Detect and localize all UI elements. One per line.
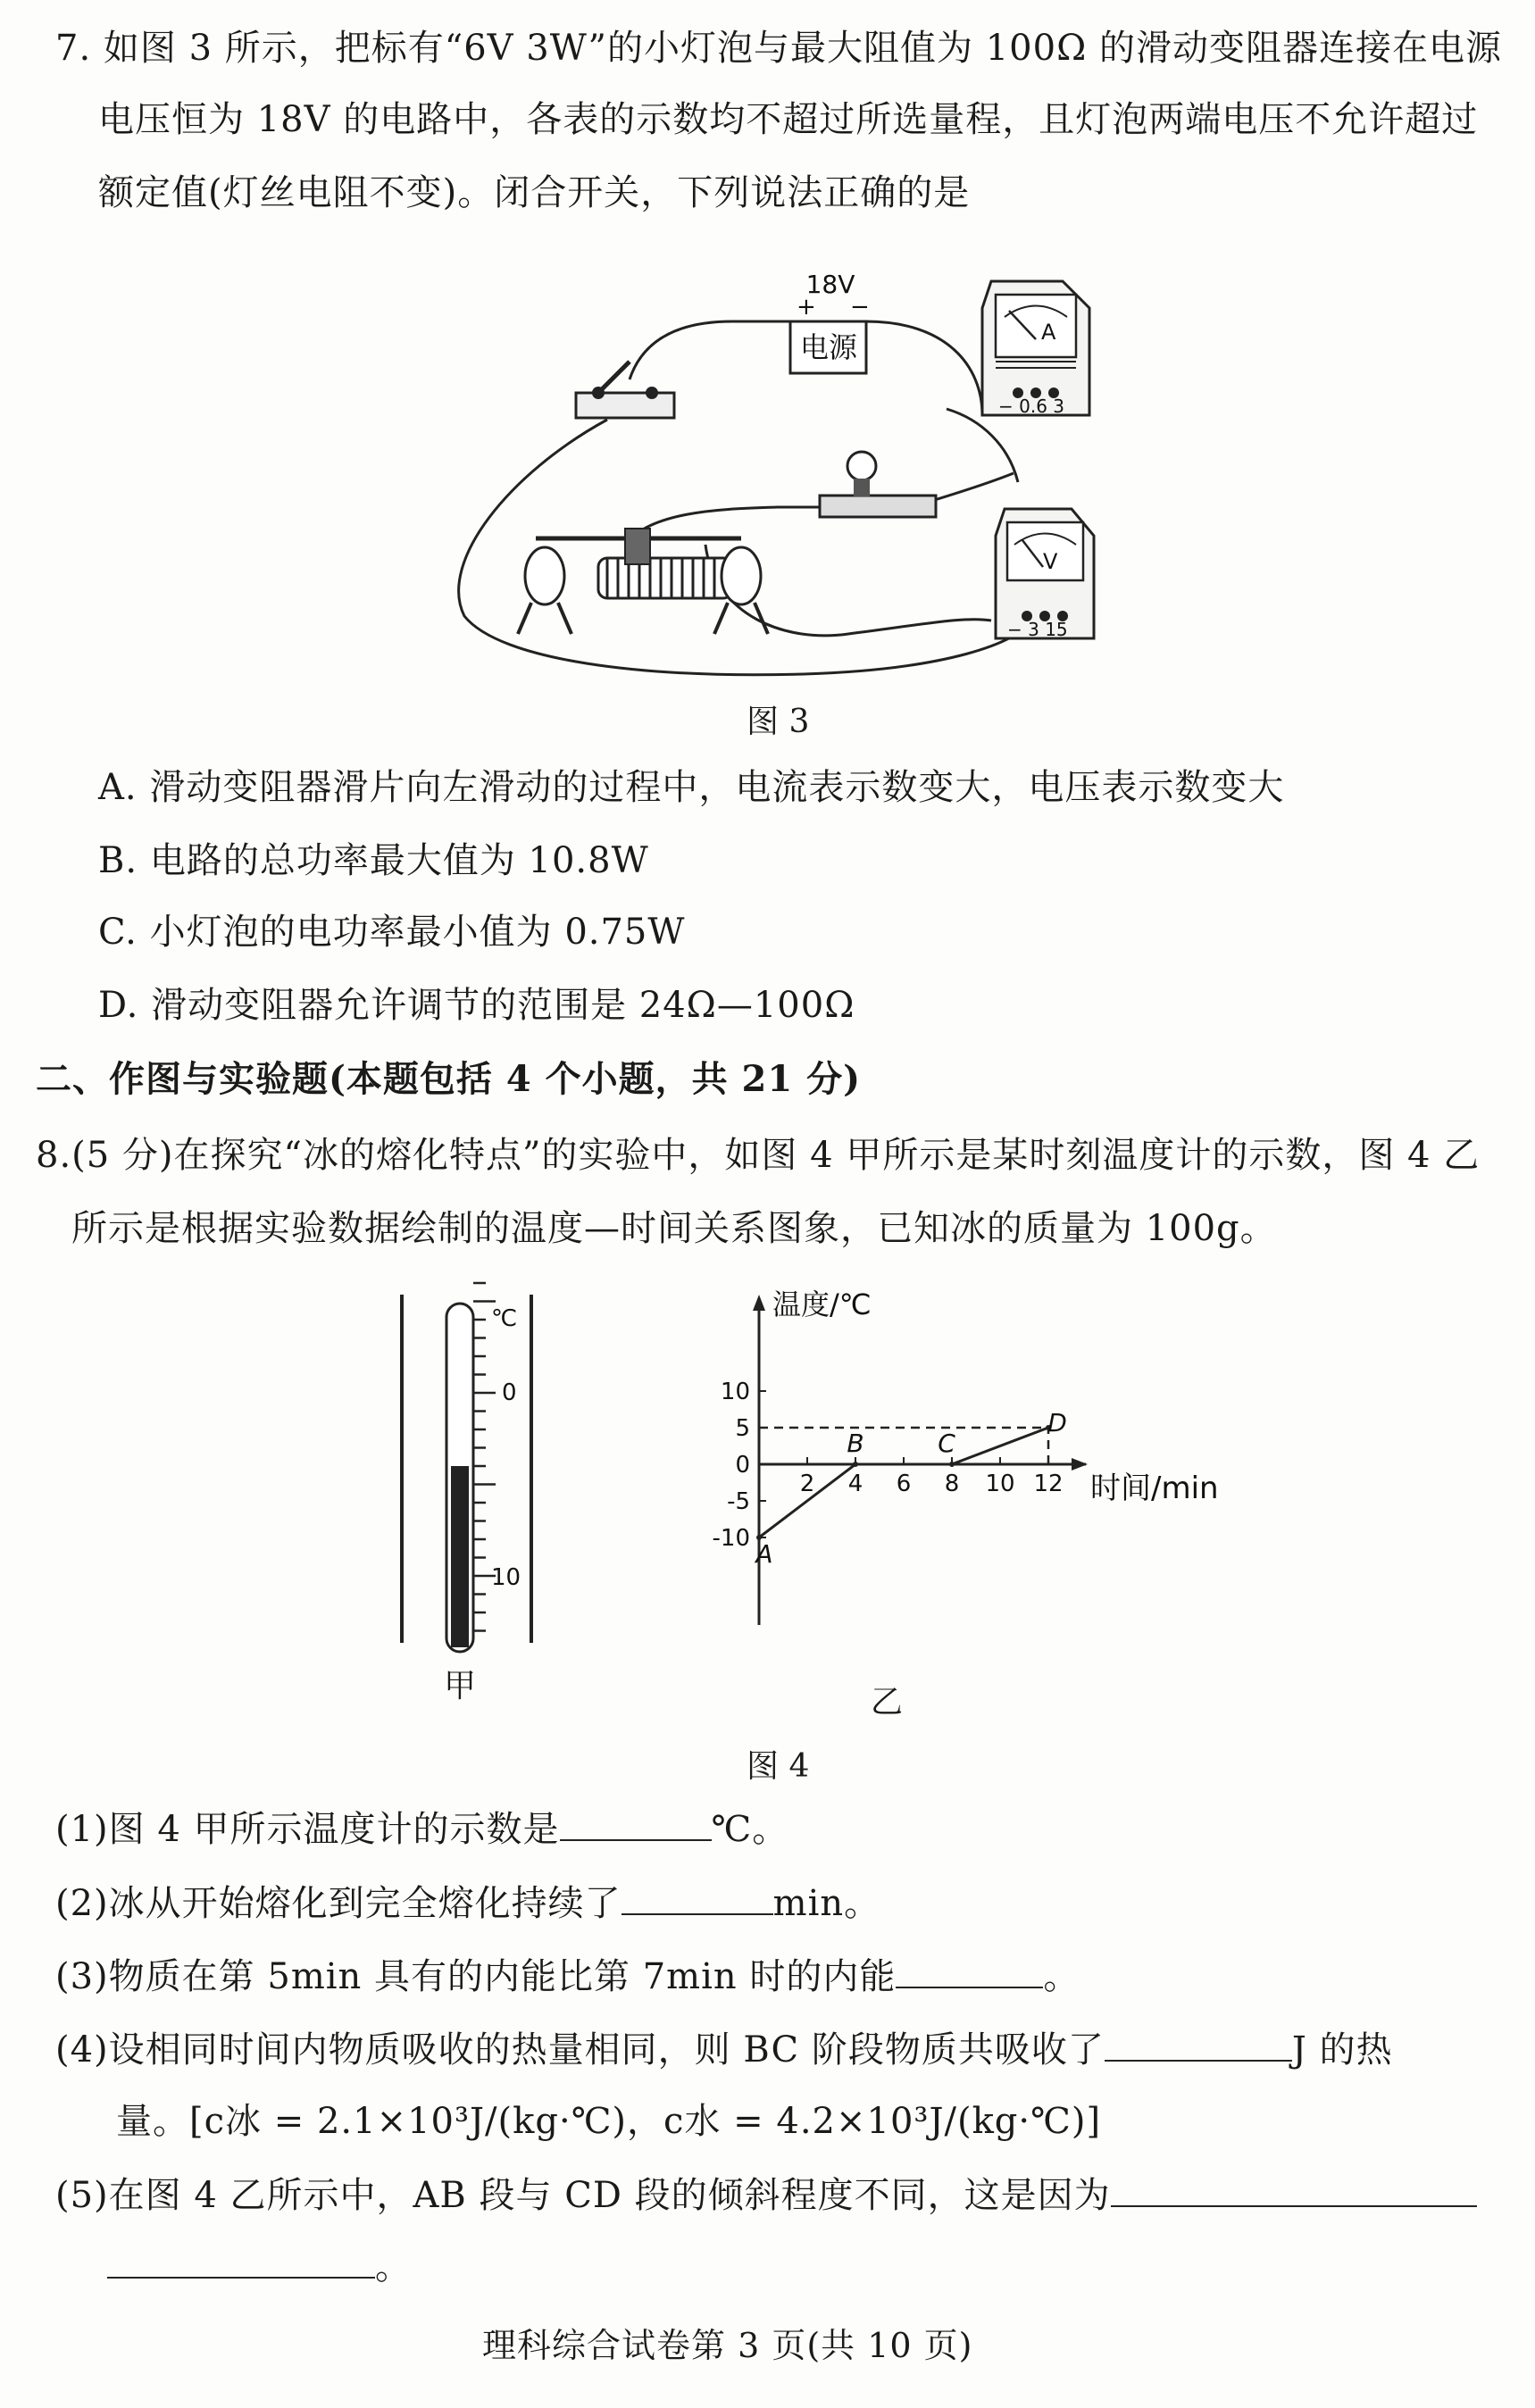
answer-blank-3[interactable] bbox=[896, 1986, 1043, 1988]
q7-line-3: 额定值(灯丝电阻不变)。闭合开关，下列说法正确的是 bbox=[98, 172, 971, 213]
y-tick-label: -5 bbox=[727, 1488, 750, 1515]
q8-sub-4-text: (4)设相同时间内物质吸收的热量相同，则 BC 阶段物质共吸收了 bbox=[55, 2029, 1105, 2071]
source-label: 电源 bbox=[799, 330, 858, 364]
x-tick-label: 12 bbox=[1033, 1471, 1064, 1497]
point-label: D bbox=[1047, 1408, 1067, 1437]
page-footer: 理科综合试卷第 3 页(共 10 页) bbox=[482, 2326, 973, 2365]
q8-sub-5-line-2 bbox=[107, 2246, 412, 2288]
thermometer-unit: ℃ bbox=[491, 1305, 518, 1332]
q8-sub-5-end: 。 bbox=[375, 2246, 412, 2287]
answer-blank-4[interactable] bbox=[1105, 2059, 1292, 2062]
answer-blank-5a[interactable] bbox=[1111, 2204, 1477, 2207]
voltage-label: 18V bbox=[805, 270, 855, 299]
circuit-figure bbox=[446, 268, 1125, 687]
point-label: A bbox=[755, 1539, 773, 1569]
q8-sub-5-text: (5)在图 4 乙所示中，AB 段与 CD 段的倾斜程度不同，这是因为 bbox=[55, 2175, 1111, 2216]
answer-blank-2[interactable] bbox=[622, 1912, 773, 1915]
point-label: B bbox=[847, 1429, 864, 1458]
thermometer-label: 甲 bbox=[444, 1668, 477, 1704]
point-label: C bbox=[938, 1429, 955, 1458]
q8-sub-2-unit: min。 bbox=[772, 1883, 881, 1924]
q7-option-d: D. 滑动变阻器允许调节的范围是 24Ω—100Ω bbox=[98, 985, 855, 1026]
ammeter-letter: A bbox=[1041, 320, 1056, 345]
plus-sign: + bbox=[797, 294, 816, 321]
thermometer-tick-0: 0 bbox=[502, 1379, 517, 1406]
y-tick-label: -10 bbox=[712, 1525, 750, 1552]
rheostat-icon bbox=[518, 529, 768, 634]
q8-sub-4-unit: J 的热 bbox=[1291, 2029, 1393, 2071]
q7-line-2: 电压恒为 18V 的电路中，各表的示数均不超过所选量程，且灯泡两端电压不允许超过 bbox=[98, 99, 1479, 140]
power-source-icon bbox=[790, 270, 870, 373]
q7-line-1: 7. 如图 3 所示，把标有“6V 3W”的小灯泡与最大阻值为 100Ω 的滑动变阻器连接在电源 bbox=[55, 28, 1502, 69]
q8-sub-1-text: (1)图 4 甲所示温度计的示数是 bbox=[55, 1809, 560, 1850]
answer-blank-1[interactable] bbox=[560, 1838, 712, 1841]
q8-sub-2 bbox=[55, 1882, 880, 1925]
ammeter-icon bbox=[982, 281, 1089, 417]
y-axis-arrow bbox=[753, 1295, 765, 1311]
thermometer-tick-10: 10 bbox=[491, 1564, 521, 1591]
y-tick-label: 0 bbox=[735, 1452, 750, 1479]
figure-4-caption: 图 4 bbox=[747, 1748, 810, 1785]
ammeter-scale: − 0.6 3 bbox=[998, 396, 1065, 417]
answer-blank-5b[interactable] bbox=[107, 2276, 375, 2279]
y-tick-label: 10 bbox=[720, 1379, 750, 1405]
q8-sub-3-text: (3)物质在第 5min 具有的内能比第 7min 时的内能 bbox=[55, 1956, 897, 1997]
thermometer-mercury bbox=[451, 1466, 469, 1647]
y-axis-label: 温度/℃ bbox=[772, 1287, 872, 1321]
x-tick-label: 10 bbox=[985, 1471, 1015, 1497]
voltmeter-icon bbox=[996, 509, 1094, 640]
q7-option-b: B. 电路的总功率最大值为 10.8W bbox=[98, 840, 649, 881]
y-tick-label: 5 bbox=[735, 1415, 750, 1442]
q8-sub-3 bbox=[55, 1955, 1080, 1998]
q8-sub-4 bbox=[55, 2029, 1393, 2071]
q8-sub-4-line-2: 量。[c冰 = 2.1×10³J/(kg·℃)，c水 = 4.2×10³J/(kg·℃)] bbox=[116, 2101, 1102, 2142]
temperature-time-chart bbox=[688, 1286, 1219, 1661]
section-2-title: 二、作图与实验题(本题包括 4 个小题，共 21 分) bbox=[36, 1058, 862, 1100]
x-tick-label: 4 bbox=[847, 1471, 863, 1497]
voltmeter-letter: V bbox=[1043, 549, 1058, 574]
q8-sub-5 bbox=[55, 2174, 1477, 2217]
graph-label: 乙 bbox=[871, 1684, 904, 1721]
minus-sign: − bbox=[850, 294, 870, 321]
q8-sub-1-unit: ℃。 bbox=[711, 1809, 789, 1850]
q8-line-2: 所示是根据实验数据绘制的温度—时间关系图象，已知冰的质量为 100g。 bbox=[71, 1208, 1277, 1249]
thermometer-figure bbox=[375, 1286, 589, 1714]
q8-sub-1 bbox=[55, 1808, 788, 1851]
switch-icon bbox=[576, 362, 674, 418]
data-point bbox=[853, 1462, 858, 1467]
x-axis-arrow bbox=[1072, 1458, 1088, 1471]
q8-line-1: 8.(5 分)在探究“冰的熔化特点”的实验中，如图 4 甲所示是某时刻温度计的示数，图 4 乙 bbox=[36, 1135, 1481, 1176]
q8-sub-3-end: 。 bbox=[1043, 1956, 1080, 1997]
x-tick-label: 2 bbox=[799, 1471, 815, 1497]
x-tick-label: 6 bbox=[896, 1471, 912, 1497]
data-point bbox=[949, 1462, 955, 1467]
x-tick-label: 8 bbox=[944, 1471, 960, 1497]
voltmeter-scale: − 3 15 bbox=[1007, 619, 1068, 640]
lamp-icon bbox=[820, 452, 936, 517]
q7-option-c: C. 小灯泡的电功率最小值为 0.75W bbox=[98, 912, 686, 953]
q7-option-a: A. 滑动变阻器滑片向左滑动的过程中，电流表示数变大，电压表示数变大 bbox=[98, 767, 1285, 808]
x-axis-label: 时间/min bbox=[1090, 1471, 1219, 1506]
q8-sub-2-text: (2)冰从开始熔化到完全熔化持续了 bbox=[55, 1883, 622, 1924]
figure-3-caption: 图 3 bbox=[747, 704, 810, 740]
